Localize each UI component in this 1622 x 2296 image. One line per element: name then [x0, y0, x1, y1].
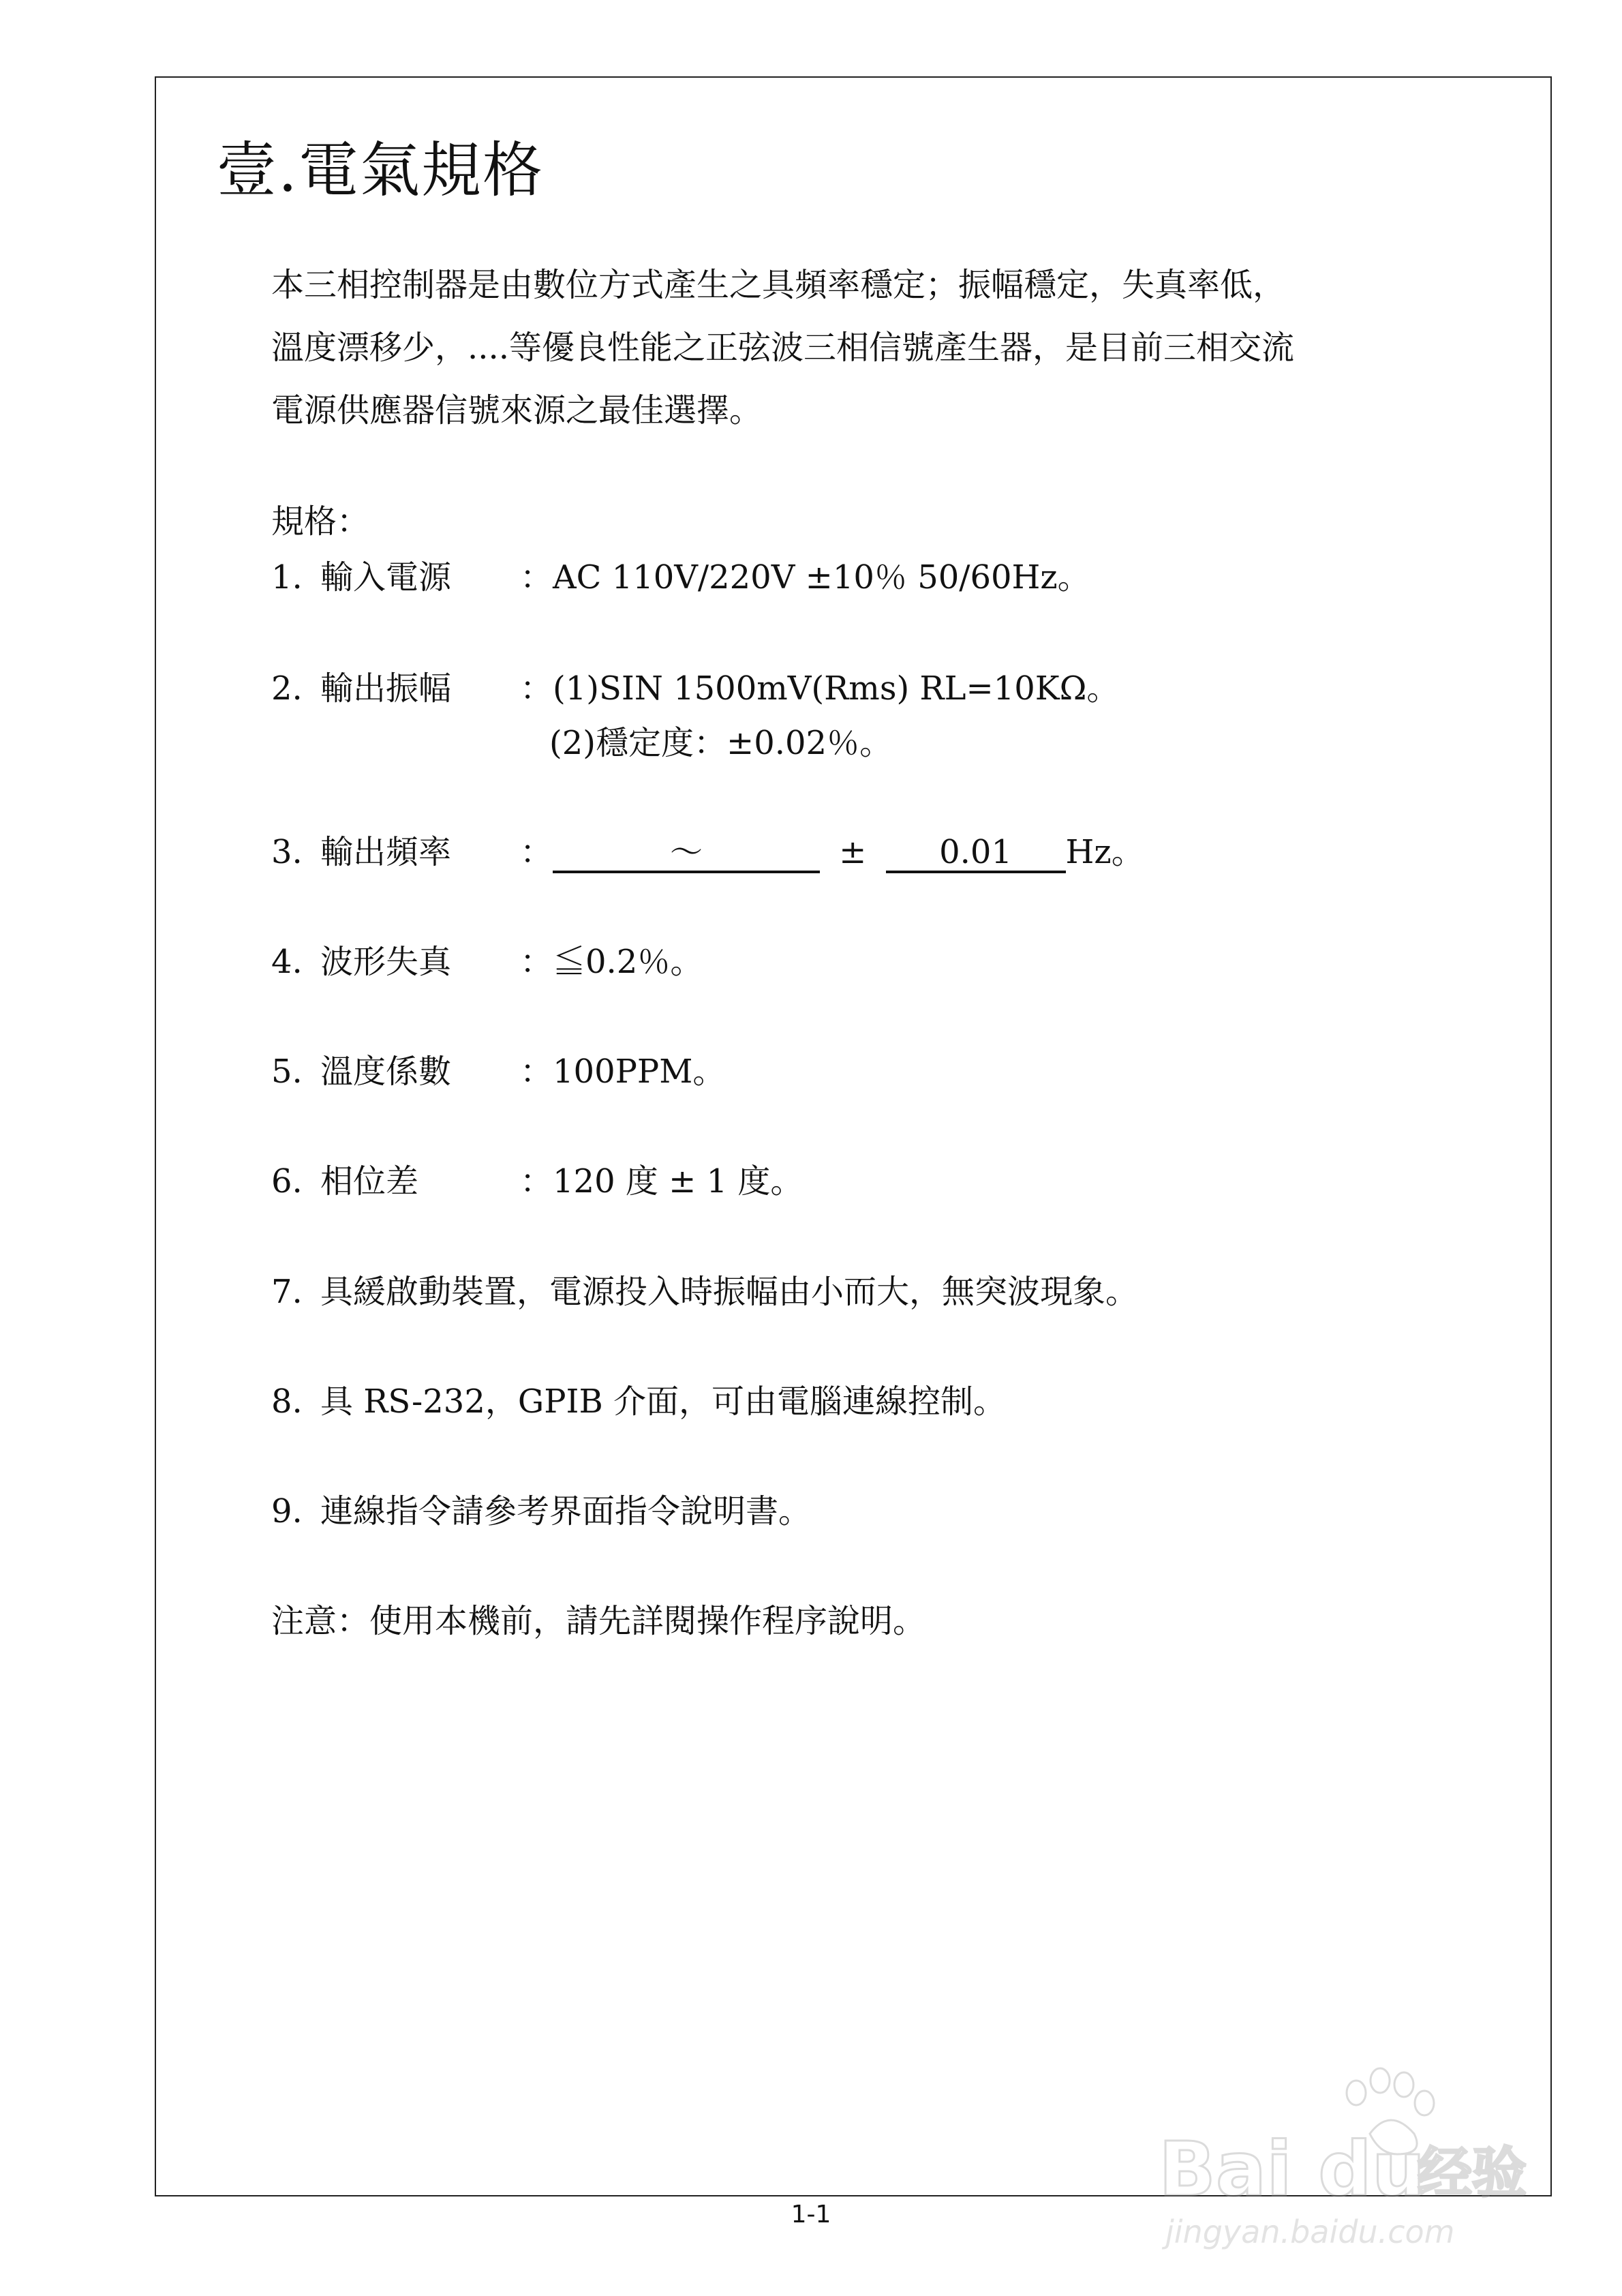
- svg-text:jingyan.baidu.com: jingyan.baidu.com: [1165, 2214, 1455, 2250]
- spec-value: ：AC 110V/220V ±10％ 50/60Hz。: [520, 558, 1090, 596]
- spec-value-line2: (2)穩定度：±0.02％。: [549, 724, 893, 762]
- plus-minus-symbol: ±: [839, 833, 867, 871]
- spec-number: 2.: [271, 669, 303, 708]
- spec-name: 輸入電源: [320, 558, 452, 596]
- spec-name: 輸出頻率: [320, 833, 452, 871]
- page-title: 壹.電氣規格: [217, 135, 544, 205]
- spec-name: 溫度係數: [320, 1053, 452, 1091]
- spec-heading: 規格：: [271, 502, 370, 541]
- spec-number: 4.: [271, 943, 303, 981]
- spec-number: 8.: [271, 1383, 303, 1421]
- spec-number: 6.: [271, 1162, 303, 1200]
- frequency-value: [520, 832, 1144, 873]
- spec-number: 1.: [271, 558, 303, 596]
- spec-number: 3.: [271, 833, 303, 871]
- page-number: 1-1: [791, 2201, 831, 2229]
- intro-line: 電源供應器信號來源之最佳選擇。: [271, 391, 763, 429]
- spec-text: 連線指令請參考界面指令說明書。: [320, 1492, 812, 1530]
- svg-text:经验: 经验: [1418, 2141, 1527, 2205]
- spec-name: 波形失真: [320, 943, 452, 981]
- spec-name: 輸出振幅: [320, 669, 452, 708]
- intro-line: 溫度漂移少，....等優良性能之正弦波三相信號產生器，是目前三相交流: [271, 329, 1295, 367]
- baidu-jingyan-watermark-logo: [1145, 2052, 1527, 2256]
- intro-paragraph: [271, 254, 1498, 442]
- spec-text: 具緩啟動裝置，電源投入時振幅由小而大，無突波現象。: [320, 1273, 1139, 1311]
- usage-note: 注意：使用本機前，請先詳閱操作程序說明。: [271, 1602, 926, 1640]
- intro-line: 本三相控制器是由數位方式產生之具頻率穩定；振幅穩定，失真率低，: [271, 266, 1286, 304]
- svg-text:Bai du: Bai du: [1159, 2126, 1426, 2213]
- frequency-range-blank: [553, 834, 820, 873]
- spec-number: 7.: [271, 1273, 303, 1311]
- frequency-unit: Hz。: [1065, 833, 1144, 871]
- tilde-symbol: ～: [670, 833, 703, 871]
- spec-value: ：(1)SIN 1500mV(Rms) RL=10KΩ。: [520, 669, 1120, 708]
- spec-name: 相位差: [320, 1162, 419, 1200]
- spec-value: ：120 度 ± 1 度。: [520, 1162, 804, 1200]
- spec-text: 具 RS-232，GPIB 介面，可由電腦連線控制。: [320, 1383, 1007, 1421]
- spec-number: 5.: [271, 1053, 303, 1091]
- spec-value: ：≦0.2％。: [520, 943, 703, 981]
- spec-number: 9.: [271, 1492, 303, 1530]
- spec-colon: ：: [520, 833, 553, 871]
- frequency-tolerance: 0.01: [886, 834, 1066, 873]
- spec-value: ：100PPM。: [520, 1053, 726, 1091]
